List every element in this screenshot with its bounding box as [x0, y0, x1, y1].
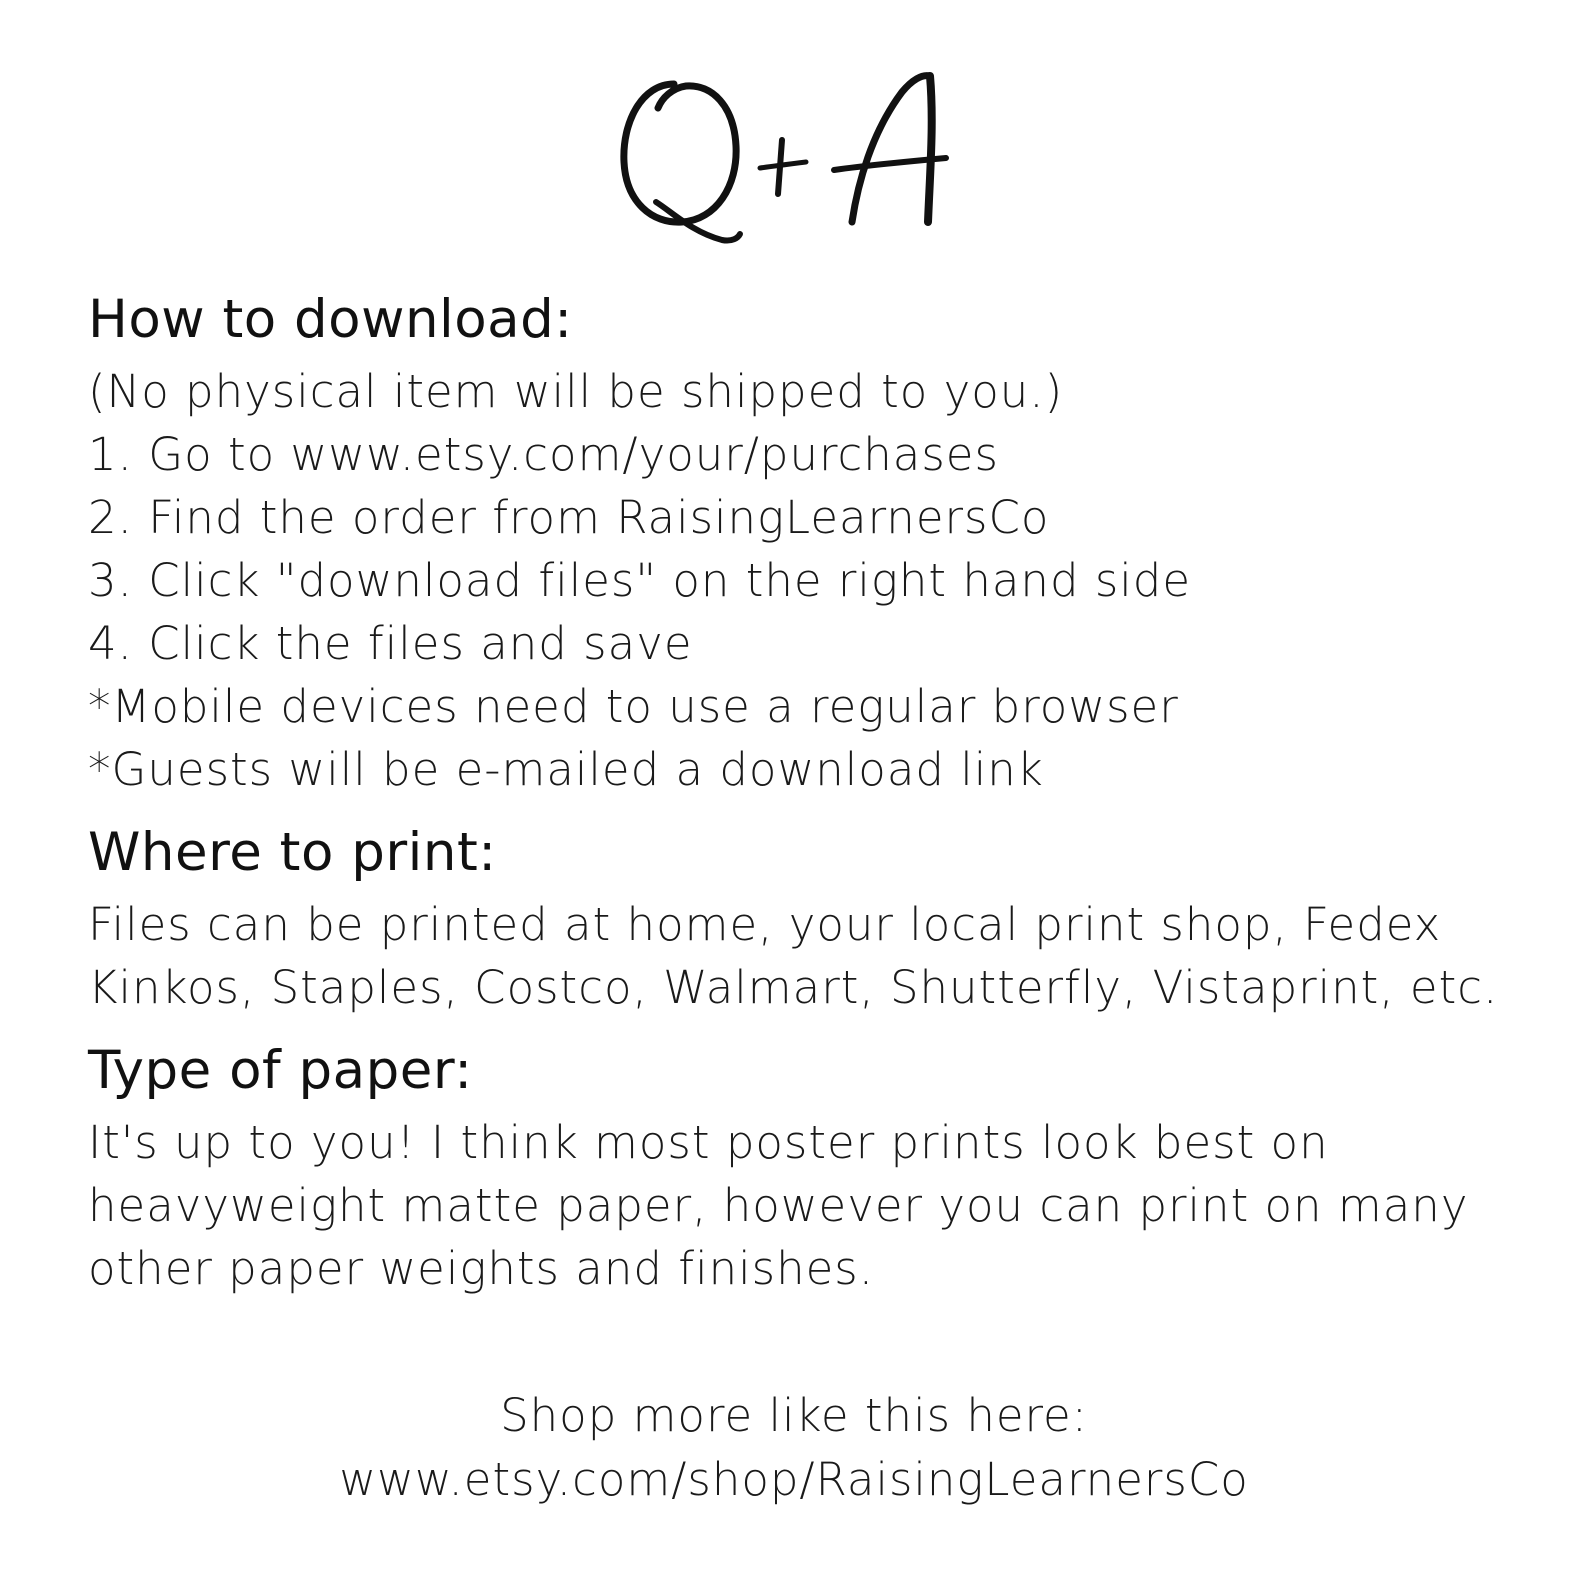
section-heading: Type of paper: [88, 1040, 473, 1101]
body-line: *Mobile devices need to use a regular browser [88, 680, 1179, 733]
qa-content [88, 284, 1528, 1300]
body-line: heavyweight matte paper, however you can print on many [88, 1179, 1469, 1232]
section-how-to-download [88, 284, 1528, 801]
a-right-stroke [928, 76, 932, 222]
section-type-of-paper [88, 1035, 1528, 1300]
body-line: other paper weights and finishes. [88, 1242, 875, 1295]
shop-url: www.etsy.com/shop/RaisingLearnersCo [339, 1453, 1249, 1506]
plus-horizontal [760, 162, 806, 168]
title-lettering [612, 62, 962, 252]
shop-footer [0, 1384, 1588, 1512]
body-line: 3. Click "download files" on the right hand side [88, 554, 1192, 607]
body-line: *Guests will be e-mailed a download link [88, 743, 1044, 796]
body-line: 2. Find the order from RaisingLearnersCo [88, 491, 1050, 544]
a-left-stroke [852, 76, 930, 222]
body-line: Kinkos, Staples, Costco, Walmart, Shutterfly, Vistaprint, etc. [88, 961, 1499, 1014]
body-line: It's up to you! I think most poster prints look best on [88, 1116, 1329, 1169]
body-line: Files can be printed at home, your local print shop, Fedex [88, 898, 1442, 951]
section-heading: Where to print: [88, 822, 497, 883]
body-line: (No physical item will be shipped to you.) [88, 365, 1064, 418]
body-line: 4. Click the files and save [88, 617, 693, 670]
q-letter [624, 84, 736, 222]
section-heading: How to download: [88, 289, 573, 350]
body-line: 1. Go to www.etsy.com/your/purchases [88, 428, 999, 481]
title-lettering-svg [612, 62, 962, 252]
footer-caption: Shop more like this here: [500, 1389, 1088, 1442]
section-where-to-print [88, 817, 1528, 1019]
